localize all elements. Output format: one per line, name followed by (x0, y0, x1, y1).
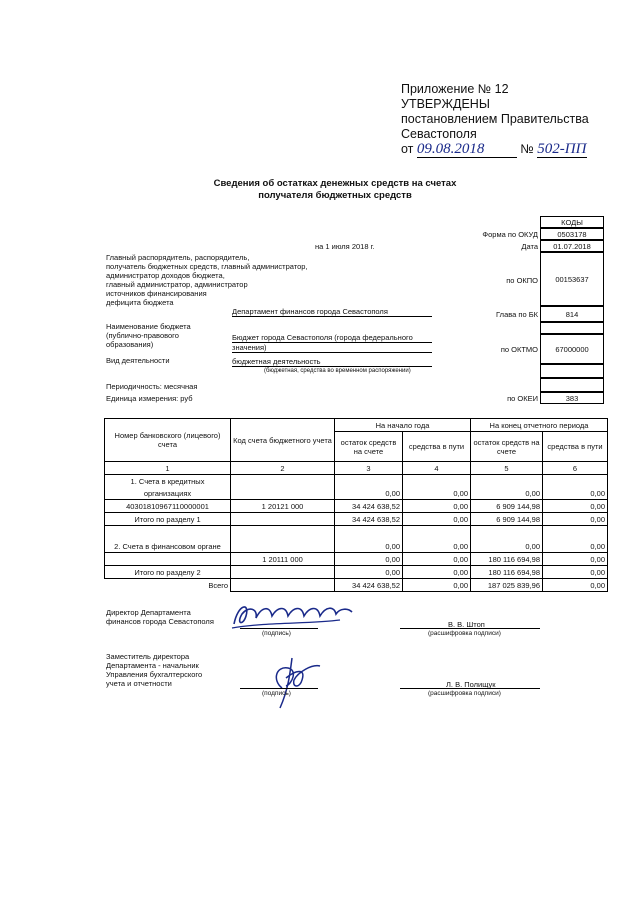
empty-code-3 (540, 378, 604, 392)
report-date: на 1 июля 2018 г. (315, 242, 375, 251)
table-header-row-1 (105, 419, 608, 432)
okei-code: 383 (540, 392, 604, 404)
header-start-of-year: На начало года (335, 419, 471, 432)
bk-label: Глава по БК (496, 310, 538, 319)
table-row (105, 526, 608, 541)
approved-by: постановлением Правительства (401, 112, 589, 126)
deputy-name-hint: (расшифровка подписи) (428, 690, 501, 697)
deputy-signature (262, 650, 332, 712)
table-row: Итого по разделу 1 34 424 638,52 0,00 6 909 144,98 0,00 (105, 513, 608, 526)
report-date-code: 01.07.2018 (540, 240, 604, 252)
header-balance-end: остаток средств на счете (471, 432, 543, 462)
budget-label: Наименование бюджета (публично-правового образования) (106, 322, 191, 349)
appendix-number: Приложение № 12 (401, 82, 509, 96)
oktmo-label: по ОКТМО (500, 345, 538, 354)
deputy-name-line (400, 688, 540, 689)
column-numbers-row: 1 2 3 4 5 6 (105, 462, 608, 475)
table-row: 40301810967110000001 1 20121 000 34 424 638,52 0,00 6 909 144,98 0,00 (105, 500, 608, 513)
table-row: 1. Счета в кредитных (105, 475, 608, 488)
header-code: Код счета бюджетного учета (231, 419, 335, 462)
table-row: 2. Счета в финансовом органе 0,00 0,00 0,00 0,00 (105, 540, 608, 553)
balances-table (104, 418, 608, 592)
director-title: Директор Департамента финансов города Севастополя (106, 608, 214, 626)
okei-label: по ОКЕИ (507, 394, 538, 403)
activity-hint: (бюджетная, средства во временном распоряжении) (264, 368, 411, 374)
bk-code: 814 (540, 306, 604, 322)
periodicity: Периодичность: месячная (106, 382, 198, 391)
approved-label: УТВЕРЖДЕНЫ (401, 97, 490, 111)
activity-label: Вид деятельности (106, 356, 170, 365)
deputy-sign-hint: (подпись) (262, 690, 291, 697)
header-transit-start: средства в пути (403, 432, 471, 462)
deputy-title: Заместитель директора Департамента - начальник Управления бухгалтерского учета и отчетности (106, 652, 203, 688)
table-row: Итого по разделу 2 0,00 0,00 180 116 694,98 0,00 (105, 566, 608, 579)
admin-label: Главный распорядитель, распорядитель, получатель бюджетных средств, главный администратор, администратор доходов бюджета, главный администратор, администратор источников финансирования дефицита бюджета (106, 253, 308, 307)
document-title (200, 178, 470, 202)
okpo-code: 00153637 (540, 252, 604, 306)
title-line-2: получателя бюджетных средств (258, 190, 412, 201)
empty-code-2 (540, 364, 604, 378)
from-label: от (401, 142, 414, 156)
okud-label: Форма по ОКУД (482, 230, 538, 239)
unit-of-measure: Единица измерения: руб (106, 394, 193, 403)
director-name-hint: (расшифровка подписи) (428, 630, 501, 637)
deputy-sign-line (240, 688, 318, 689)
okud-code: 0503178 (540, 228, 604, 240)
director-name: В. В. Штоп (448, 620, 485, 629)
admin-value: Департамент финансов города Севастополя (232, 307, 432, 317)
approved-city: Севастополя (401, 127, 477, 141)
table-row: организациях 0,00 0,00 0,00 0,00 (105, 487, 608, 500)
table-total-row: Всего 34 424 638,52 0,00 187 025 839,96 0,00 (105, 579, 608, 592)
approval-block (401, 82, 589, 158)
header-balance-start: остаток средств на счете (335, 432, 403, 462)
title-line-1: Сведения об остатках денежных средств на счетах (213, 178, 457, 189)
budget-value: Бюджет города Севастополя (города федерального значения) (232, 333, 432, 353)
header-transit-end: средства в пути (543, 432, 608, 462)
header-account: Номер банковского (лицевого) счета (105, 419, 231, 462)
oktmo-code: 67000000 (540, 334, 604, 364)
header-end-of-period: На конец отчетного периода (471, 419, 608, 432)
director-sign-line (240, 628, 318, 629)
director-signature (228, 598, 358, 632)
okpo-label: по ОКПО (506, 276, 538, 285)
table-row: 1 20111 000 0,00 0,00 180 116 694,98 0,00 (105, 553, 608, 566)
date-label: Дата (521, 242, 538, 251)
director-sign-hint: (подпись) (262, 630, 291, 637)
director-name-line (400, 628, 540, 629)
approval-number-handwritten: 502-ПП (537, 141, 587, 157)
codes-header: КОДЫ (540, 216, 604, 228)
activity-value: бюджетная деятельность (232, 357, 432, 367)
deputy-name: Л. В. Полищук (446, 680, 496, 689)
number-label: № (520, 142, 534, 156)
empty-code-1 (540, 322, 604, 334)
approval-date-line (401, 142, 589, 158)
approval-date-handwritten: 09.08.2018 (417, 142, 517, 158)
